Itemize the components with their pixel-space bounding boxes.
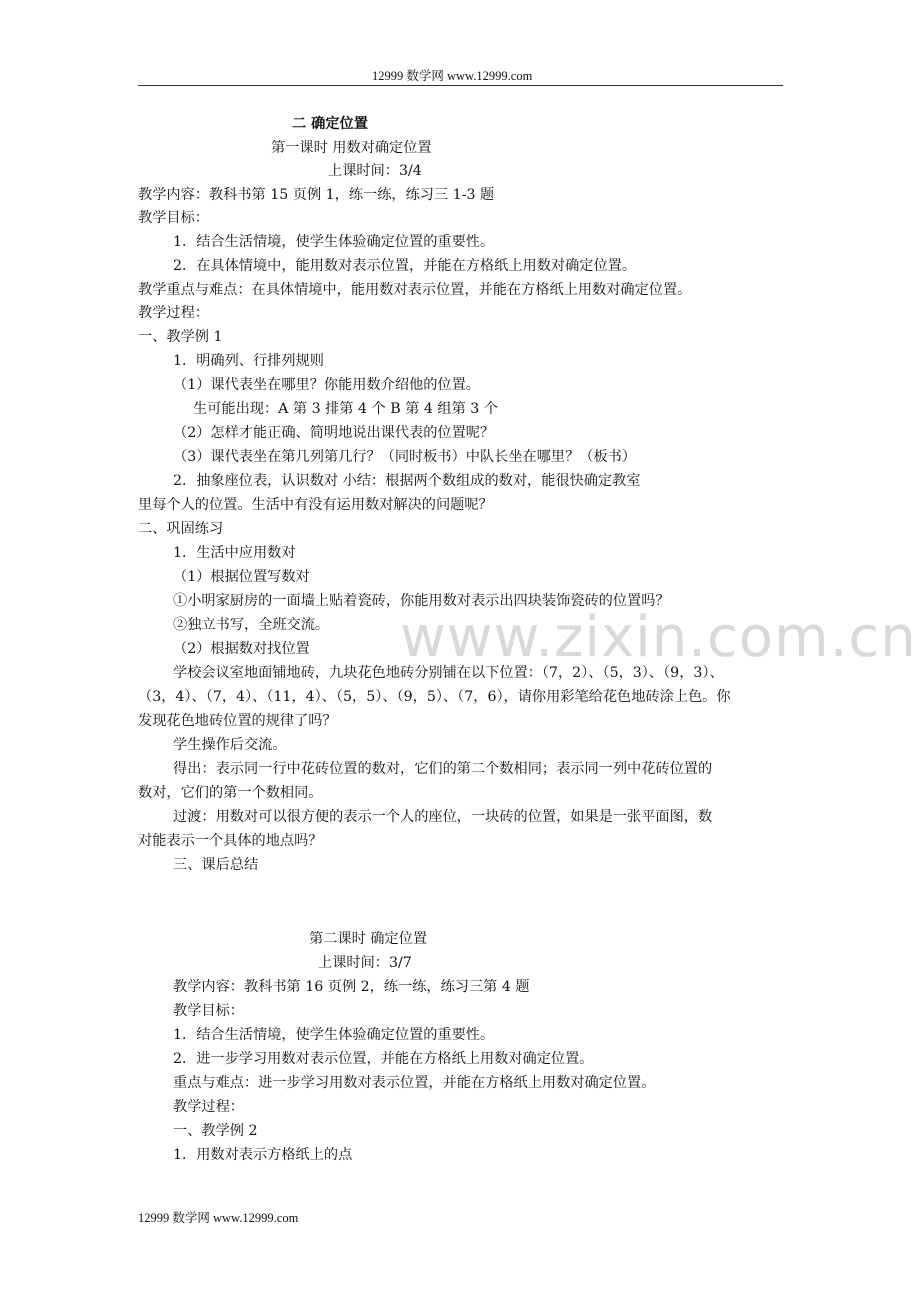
text-line: 教学内容：教科书第 16 页例 2，练一练，练习三第 4 题 bbox=[173, 979, 530, 995]
text-line: 学生操作后交流。 bbox=[173, 737, 287, 753]
text-line: 对能表示一个具体的地点吗？ bbox=[138, 833, 323, 849]
text-line: 重点与难点：进一步学习用数对表示位置，并能在方格纸上用数对确定位置。 bbox=[173, 1075, 656, 1091]
text-line: （1）根据位置写数对 bbox=[173, 569, 310, 585]
text-line: 一、教学例 2 bbox=[173, 1123, 258, 1139]
text-line: ①小明家厨房的一面墙上贴着瓷砖，你能用数对表示出四块装饰瓷砖的位置吗？ bbox=[173, 593, 670, 609]
text-line: 2．抽象座位表，认识数对 小结：根据两个数组成的数对，能很快确定教室 bbox=[173, 473, 641, 489]
text-line: 1．明确列、行排列规则 bbox=[173, 353, 324, 369]
text-line: 1．用数对表示方格纸上的点 bbox=[173, 1147, 353, 1163]
text-line: 2．进一步学习用数对表示位置，并能在方格纸上用数对确定位置。 bbox=[173, 1051, 594, 1067]
text-line: 得出：表示同一行中花砖位置的数对，它们的第二个数相同；表示同一列中花砖位置的 bbox=[173, 761, 713, 777]
text-line: 一、教学例 1 bbox=[138, 329, 223, 345]
text-line: 发现花色地砖位置的规律了吗？ bbox=[138, 713, 337, 729]
text-line: （2）怎样才能正确、简明地说出课代表的位置呢？ bbox=[173, 425, 495, 441]
text-line: 1．生活中应用数对 bbox=[173, 545, 296, 561]
text-line: 教学重点与难点：在具体情境中，能用数对表示位置，并能在方格纸上用数对确定位置。 bbox=[138, 282, 692, 298]
lesson1-title: 第一课时 用数对确定位置 bbox=[271, 140, 432, 156]
page-header: 12999 数学网 www.12999.com bbox=[372, 69, 533, 83]
text-line: 教学目标： bbox=[173, 1003, 244, 1019]
text-line: 1．结合生活情境，使学生体验确定位置的重要性。 bbox=[173, 1027, 495, 1043]
text-line: 过渡：用数对可以很方便的表示一个人的座位，一块砖的位置，如果是一张平面图，数 bbox=[173, 809, 713, 825]
text-line: （1）课代表坐在哪里？你能用数介绍他的位置。 bbox=[173, 377, 480, 393]
page-footer: 12999 数学网 www.12999.com bbox=[138, 1211, 299, 1225]
text-line: 教学目标： bbox=[138, 210, 209, 226]
chapter-title: 二 确定位置 bbox=[292, 116, 368, 132]
text-line: 二、巩固练习 bbox=[138, 521, 224, 537]
text-line: 教学过程： bbox=[173, 1099, 244, 1115]
text-line: 三、课后总结 bbox=[173, 857, 259, 873]
text-line: （3，4）、（7，4）、（11，4）、（5，5）、（9，5）、（7，6），请你用彩笔给花色地砖涂上色。你 bbox=[138, 689, 731, 705]
header-rule bbox=[138, 85, 783, 86]
lesson2-title: 第二课时 确定位置 bbox=[309, 931, 428, 947]
text-line: 学校会议室地面铺地砖，九块花色地砖分别铺在以下位置：（7，2）、（5，3）、（9，3）、 bbox=[173, 665, 724, 681]
text-line: 数对，它们的第一个数相同。 bbox=[138, 785, 323, 801]
text-line: 里每个人的位置。生活中有没有运用数对解决的问题呢？ bbox=[138, 497, 493, 513]
watermark: www.zixin.com.cn bbox=[400, 605, 917, 670]
lesson2-date: 上课时间：3/7 bbox=[318, 955, 412, 971]
text-line: 教学过程： bbox=[138, 305, 209, 321]
text-line: （3）课代表坐在第几列第几行？（同时板书）中队长坐在哪里？（板书） bbox=[173, 449, 637, 465]
text-line: ②独立书写，全班交流。 bbox=[173, 617, 330, 633]
text-line: 教学内容：教科书第 15 页例 1，练一练，练习三 1-3 题 bbox=[138, 187, 495, 203]
text-line: 1．结合生活情境，使学生体验确定位置的重要性。 bbox=[173, 234, 495, 250]
text-line: （2）根据数对找位置 bbox=[173, 641, 310, 657]
lesson1-date: 上课时间：3/4 bbox=[328, 163, 422, 179]
text-line: 生可能出现：A 第 3 排第 4 个 B 第 4 组第 3 个 bbox=[193, 401, 499, 417]
text-line: 2．在具体情境中，能用数对表示位置，并能在方格纸上用数对确定位置。 bbox=[173, 258, 637, 274]
